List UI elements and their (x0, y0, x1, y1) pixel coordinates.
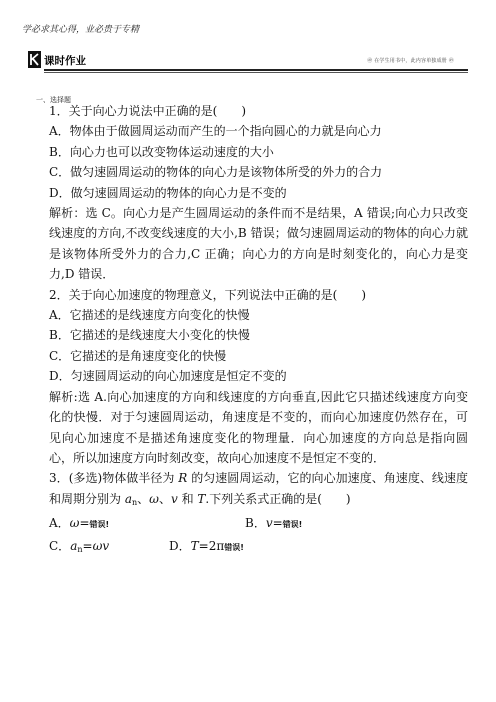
page-motto: 学必求其心得，业必贵于专精 (22, 25, 140, 35)
q3-c-sub: n (77, 544, 83, 554)
section-title: 一、选择题 (36, 96, 71, 104)
q3-c-symbol: a (70, 538, 78, 553)
q3-symbol-t: T (197, 491, 206, 506)
q3-symbol-v: v (170, 491, 178, 506)
question-3-options-ab (28, 513, 468, 535)
q3-a-error: 错误! (89, 520, 110, 530)
q3-c-eq: = (82, 538, 93, 553)
q3-d-label: D． (169, 538, 191, 553)
q3-and: 和 (177, 491, 198, 506)
q3-d-error: 错误! (224, 542, 244, 552)
q3-sep-1: 、 (137, 491, 150, 506)
question-2-option-b: B．它描述的是线速度大小变化的快慢 (49, 328, 250, 343)
q3-option-d (169, 539, 244, 553)
question-2-analysis: 解析:选 A.向心加速度的方向和线速度的方向垂直,因此它只描述线速度方向变化的快慢．对于匀速圆周运动，角速度是不变的，而向心加速度仍然存在，可见向心加速度不是描述角速度变化的物理量．向心加速度的方向总是指向圆心，所以加速度方向时刻改变，故向心加速度不是恒定不变的． (49, 389, 468, 465)
q3-option-c (49, 536, 169, 560)
question-2-option-a: A．它描述的是线速度方向变化的快慢 (49, 308, 250, 323)
q3-symbol-r: R (178, 471, 188, 486)
q3-stem-part-1: 3．(多选)物体做半径为 (49, 471, 179, 486)
page-header (28, 51, 468, 71)
question-3-options-cd (28, 536, 468, 560)
q3-a-symbol: ω (69, 516, 80, 531)
q3-d-symbol: T (190, 538, 199, 553)
q3-symbol-omega: ω (149, 491, 159, 506)
q3-stem-part-3: .下列关系式正确的是( ) (205, 491, 351, 506)
q3-sep-2: 、 (158, 491, 171, 506)
q3-option-b (245, 516, 302, 530)
question-1-option-a: A．物体由于做圆周运动而产生的一个指向圆心的力就是向心力 (49, 124, 382, 139)
header-title: 课时作业 (44, 55, 86, 67)
q3-c-label: C． (49, 538, 71, 553)
q3-option-a (49, 513, 245, 535)
q3-symbol-n: n (131, 497, 138, 507)
q3-b-error: 错误! (282, 520, 303, 530)
logo-k-icon (28, 51, 41, 68)
header-note: ㊾ 在学生用书中，此内容单独成册 ㊾ (367, 58, 454, 64)
q3-stem-part-2: 的匀速圆周运动，它的向心加速度、角速度、线速度和周期分别为 (49, 471, 468, 506)
question-2-option-d: D．匀速圆周运动的向心加速度是恒定不变的 (49, 369, 287, 384)
header-rule (44, 69, 468, 71)
document-body (28, 101, 468, 560)
header-rule-thin (44, 72, 468, 73)
question-3-stem (28, 468, 468, 513)
q3-b-eq: = (272, 516, 283, 531)
q3-symbol-a: a (124, 491, 132, 506)
q3-a-eq: = (79, 516, 90, 531)
q3-b-symbol: v (265, 516, 273, 531)
question-2-stem: 2．关于向心加速度的物理意义，下列说法中正确的是( ) (49, 287, 367, 302)
question-2-option-c: C．它描述的是角速度变化的快慢 (49, 348, 227, 363)
question-1-option-c: C．做匀速圆周运动的物体的向心力是该物体所受的外力的合力 (49, 165, 383, 180)
question-1-option-d: D．做匀速圆周运动的物体的向心力是不变的 (49, 185, 287, 200)
question-1-analysis: 解析：选 C。向心力是产生圆周运动的条件而不是结果，A 错误;向心力只改变线速度的方向,不改变线速度的大小,B 错误；做匀速圆周运动的物体的向心力就是该物体所受外力的合力,C 正确；向心力的方向是时刻变化的，向心力是变力,D 错误． (49, 206, 468, 282)
q3-a-label: A． (49, 516, 70, 531)
question-1-stem: 1．关于向心力说法中正确的是( ) (49, 104, 246, 118)
q3-c-rhs: ωv (92, 538, 110, 553)
question-1-option-b: B．向心力也可以改变物体运动速度的大小 (49, 144, 274, 159)
q3-d-eq: =2π (198, 538, 225, 553)
q3-b-label: B． (245, 516, 266, 531)
